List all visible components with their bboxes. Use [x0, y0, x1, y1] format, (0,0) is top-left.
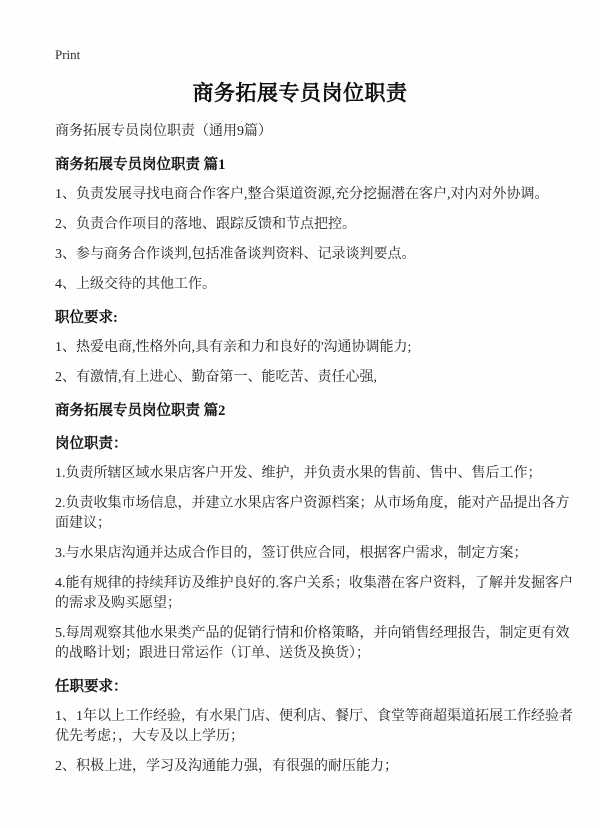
paragraph: 3.与水果店沟通并达成合作目的，签订供应合同，根据客户需求，制定方案； [55, 546, 528, 561]
section-heading-job-duties: 岗位职责： [55, 436, 128, 452]
paragraph: 1.负责所辖区域水果店客户开发、维护，并负责水果的售前、售中、售后工作； [55, 466, 542, 481]
paragraph: 1、负责发展寻找电商合作客户,整合渠道资源,充分挖掘潜在客户,对内对外协调。 [55, 187, 549, 202]
section-heading-part1: 商务拓展专员岗位职责 篇1 [55, 157, 226, 173]
paragraph: 4.能有规律的持续拜访及维护良好的.客户关系；收集潜在客户资料，了解并发掘客户的需求及购买愿望； [55, 576, 573, 611]
section-heading-position-requirements: 职位要求: [55, 310, 118, 326]
paragraph: 5.每周观察其他水果类产品的促销行情和价格策略，并向销售经理报告，制定更有效的战略计划；跟进日常运作（订单、送货及换货）； [55, 626, 570, 661]
print-link[interactable]: Print [55, 47, 81, 62]
paragraph: 1、热爱电商,性格外向,具有亲和力和良好的'沟通协调能力; [55, 340, 412, 355]
page-title: 商务拓展专员岗位职责 [192, 81, 408, 105]
paragraph: 2、积极上进，学习及沟通能力强，有很强的耐压能力； [55, 759, 398, 774]
document-subtitle: 商务拓展专员岗位职责（通用9篇） [55, 124, 272, 139]
paragraph: 4、上级交待的其他工作。 [55, 277, 216, 292]
paragraph: 3、参与商务合作谈判,包括准备谈判资料、记录谈判要点。 [55, 247, 416, 262]
paragraph: 2、负责合作项目的落地、跟踪反馈和节点把控。 [55, 217, 356, 232]
section-heading-qualifications: 任职要求： [55, 679, 128, 695]
paragraph: 1、1年以上工作经验，有水果门店、便利店、餐厅、食堂等商超渠道拓展工作经验者优先考虑；，大专及以上学历； [55, 709, 573, 744]
section-heading-part2: 商务拓展专员岗位职责 篇2 [55, 403, 226, 419]
paragraph: 2.负责收集市场信息，并建立水果店客户资源档案；从市场角度，能对产品提出各方面建议； [55, 496, 570, 531]
paragraph: 2、有激情,有上进心、勤奋第一、能吃苦、责任心强, [55, 370, 377, 385]
